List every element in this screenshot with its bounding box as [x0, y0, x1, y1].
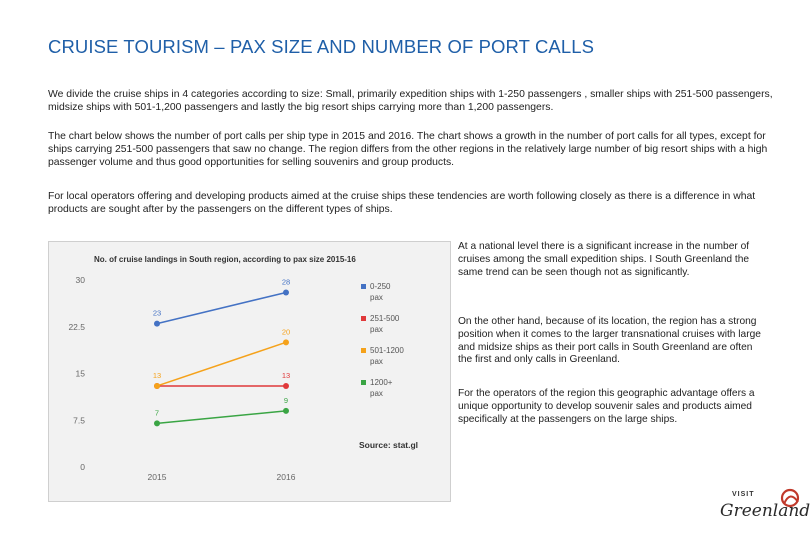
page-title: CRUISE TOURISM – PAX SIZE AND NUMBER OF PORT CALLS — [48, 36, 595, 57]
series-line — [157, 411, 286, 423]
data-point — [154, 321, 160, 327]
legend-swatch — [361, 348, 366, 353]
data-label: 23 — [152, 308, 162, 318]
data-point — [283, 339, 289, 345]
y-tick-label: 15 — [75, 368, 85, 379]
x-tick-label: 2015 — [147, 472, 167, 482]
series-line — [157, 342, 286, 386]
legend-entry: pax — [370, 325, 383, 334]
y-tick-label: 0 — [80, 462, 85, 472]
data-point — [154, 420, 160, 426]
data-label: 7 — [154, 408, 160, 418]
chart-canvas — [49, 242, 450, 501]
logo-visit-text: VISIT — [732, 491, 755, 498]
data-point — [283, 289, 289, 295]
x-tick-label: 2016 — [276, 472, 296, 482]
data-point — [283, 383, 289, 389]
legend-entry: pax — [370, 357, 383, 366]
y-tick-label: 7.5 — [73, 415, 85, 426]
chart-description-paragraph: The chart below shows the number of port calls per ship type in 2015 and 2016. The chart shows a growth in the number of port calls for all types, except for ships carrying 251-500 passengers that saw no change. The region differs from the other regions in the relatively large number of big resort ships with a high passenger volume and thus good opportunities for selling souvenirs and group products. — [48, 131, 768, 169]
legend-entry: pax — [370, 293, 383, 302]
line-chart — [48, 241, 451, 502]
legend-entry: 0-250 — [370, 282, 391, 291]
data-point — [283, 408, 289, 414]
legend-swatch — [361, 284, 366, 289]
data-label: 20 — [281, 327, 291, 337]
data-label: 13 — [152, 370, 162, 380]
data-label: 13 — [281, 370, 291, 380]
logo-greenland-text: Greenland — [720, 501, 810, 521]
national-level-paragraph: At a national level there is a significant increase in the number of cruises among the small expedition ships. I South Greenland the same trend can be seen though not as significantly. — [458, 241, 750, 278]
intro-paragraph: We divide the cruise ships in 4 categories according to size: Small, primarily expedition ships with 1-250 passengers , smaller ships with 251-500 passengers, midsize ships with 501-1,200 passengers and lastly the big resort ships carrying more than 1,200 passengers. — [48, 89, 773, 114]
series-line — [157, 292, 286, 323]
data-label: 28 — [281, 277, 291, 287]
data-point — [154, 383, 160, 389]
operators-paragraph: For local operators offering and developing products aimed at the cruise ships these tendencies are worth following closely as there is a difference in what products are sought after by the passengers on the different types of ships. — [48, 191, 756, 216]
legend-entry: 251-500 — [370, 314, 400, 323]
y-tick-label: 22.5 — [68, 321, 85, 332]
data-label: 9 — [283, 395, 289, 405]
legend-entry: 501-1200 — [370, 346, 404, 355]
chart-source: Source: stat.gl — [359, 440, 419, 450]
location-paragraph: On the other hand, because of its location, the region has a strong position when it comes to the larger transnational cruises with large and midsize ships as their port calls in South Greenland are often the first and only calls in Greenland. — [458, 316, 761, 366]
visit-greenland-logo — [718, 488, 810, 536]
y-tick-label: 30 — [75, 275, 85, 285]
advantage-paragraph: For the operators of the region this geographic advantage offers a unique opportunity to develop souvenir sales and products aimed specifically at the passengers on the large ships. — [458, 388, 755, 425]
chart-title: No. of cruise landings in South region, according to pax size 2015-16 — [94, 255, 356, 264]
legend-entry: pax — [370, 389, 383, 398]
legend-swatch — [361, 316, 366, 321]
legend-entry: 1200+ — [370, 378, 393, 387]
legend-swatch — [361, 380, 366, 385]
